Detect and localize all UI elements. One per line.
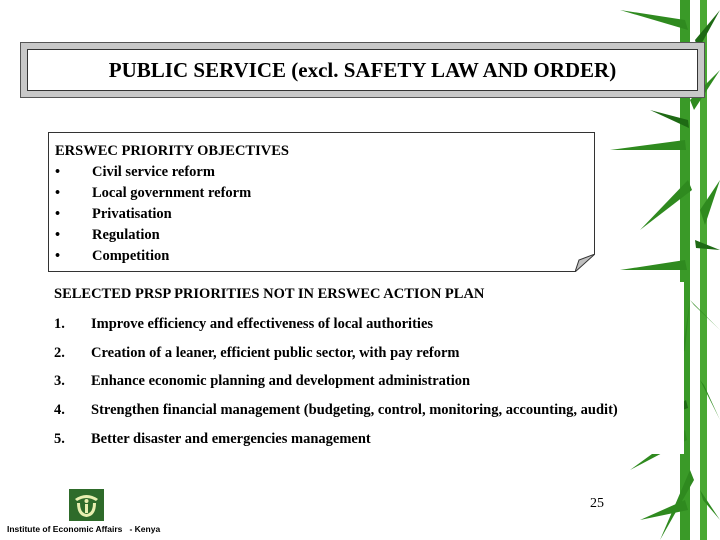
title-banner — [20, 42, 705, 98]
list-item: 5. Better disaster and emergencies management — [54, 431, 371, 447]
list-item: 2. Creation of a leaner, efficient public sector, with pay reform — [54, 345, 460, 361]
objectives-heading: ERSWEC PRIORITY OBJECTIVES — [55, 143, 289, 159]
list-item: • Regulation — [55, 227, 160, 243]
page-number: 25 — [590, 496, 604, 511]
slide-title: PUBLIC SERVICE (excl. SAFETY LAW AND ORDER) — [27, 49, 698, 91]
objectives-box — [48, 132, 595, 272]
footer-text: Institute of Economic Affairs - Kenya — [7, 524, 161, 534]
list-item: 1. Improve efficiency and effectiveness of local authorities — [54, 316, 434, 332]
institute-logo — [69, 489, 104, 521]
list-item: • Civil service reform — [55, 164, 215, 180]
list-item: 3. Enhance economic planning and development administration — [54, 373, 471, 389]
list-item: 4. Strengthen financial management (budgeting, control, monitoring, accounting, audit) — [54, 402, 618, 418]
priorities-heading: SELECTED PRSP PRIORITIES NOT IN ERSWEC ACTION PLAN — [54, 286, 485, 302]
list-item: • Privatisation — [55, 206, 172, 222]
list-item: • Competition — [55, 248, 170, 264]
page-curl-icon — [575, 254, 595, 272]
content-panel — [40, 282, 684, 454]
list-item: • Local government reform — [55, 185, 252, 201]
